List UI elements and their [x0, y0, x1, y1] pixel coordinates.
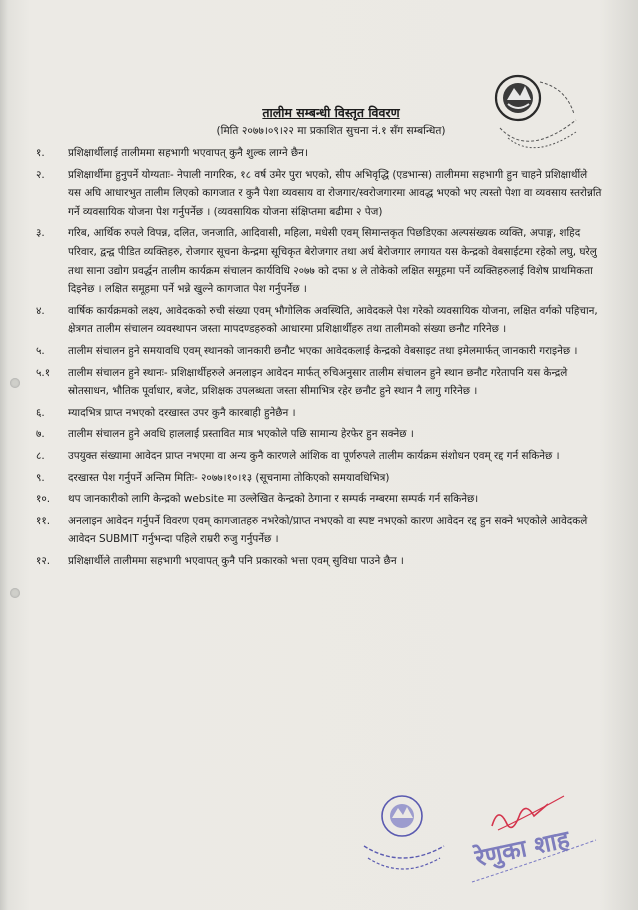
list-item — [36, 342, 602, 361]
item-number: ११. — [36, 514, 51, 527]
notice-document — [36, 104, 602, 573]
item-number: २. — [36, 168, 45, 181]
list-item — [36, 404, 602, 423]
list-item — [36, 447, 602, 466]
item-text: प्रशिक्षार्थीले तालीममा सहभागी भएवापत् कुनै पनि प्रकारको भत्ता एवम् सुविधा पाउने छैन । — [68, 554, 404, 567]
item-number: ९. — [36, 471, 45, 484]
list-item — [36, 469, 602, 488]
item-text: गरिब, आर्थिक रुपले विपन्न, दलित, जनजाति, आदिवासी, महिला, मधेसी एवम् सिमान्तकृत पिछडिएका अल्पसंख्यक व्यक्ति, अपाङ्ग, शहिद परिवार, द्वन्द्व पीडित व्यक्तिहरु, रोजगार सूचना केन्द्रमा सूचिकृत बेरोजगार तथा अर्ध बेरोजगार लगायत यस केन्द्रको वेबसाईटमा रहेको लघु, घरेलु तथा साना उद्योग प्रवर्द्धन तालीम कार्यक्रम संचालन कार्यविधि २०७७ को दफा ४ ले तोकेको लक्षित समूहमा पर्ने व्यक्तिहरुलाई विशेष प्राथमिकता दिइनेछ । लक्षित समूहमा पर्ने भन्ने खुल्ने कागजात पेश गर्नुपर्नेछ । — [68, 227, 597, 296]
item-number: १०. — [36, 493, 51, 506]
item-text: म्यादभित्र प्राप्त नभएको दरखास्त उपर कुनै कारबाही हुनेछैन । — [68, 406, 296, 419]
item-text: थप जानकारीको लागि केन्द्रको website मा उल्लेखित केन्द्रको ठेगाना र सम्पर्क नम्बरमा सम्पर्क गर्न सकिनेछ। — [68, 493, 479, 506]
list-item — [36, 490, 602, 509]
item-number: ३. — [36, 227, 45, 240]
item-number: ८. — [36, 449, 45, 462]
item-number: ६. — [36, 406, 45, 419]
punch-hole-icon — [10, 588, 20, 598]
item-number: ७. — [36, 428, 45, 441]
office-stamp — [358, 790, 448, 882]
punch-hole-icon — [10, 378, 20, 388]
document-subtitle: (मिति २०७७।०९।२२ मा प्रकाशित सुचना नं.१ सँग सम्बन्धित) — [216, 125, 446, 137]
list-item — [36, 144, 602, 163]
item-text: उपयुक्त संख्यामा आवेदन प्राप्त नभएमा वा अन्य कुनै कारणले आंशिक वा पूर्णरुपले तालीम कार्यक्रम संशोधन एवम् रद्द गर्न सकिनेछ । — [68, 449, 560, 462]
item-number: १. — [36, 147, 45, 159]
item-text: तालीम संचालन हुने स्थानः- प्रशिक्षार्थीहरुले अनलाइन आवेदन मार्फत् रुचिअनुसार तालीम संचालन हुने स्थान छनौट गरेतापनि यस केन्द्रले स्रोतसाधन, भौतिक पूर्वाधार, बजेट, प्रशिक्षक उपलब्धता जस्ता सीमाभित्र रहेर छनौट हुने स्थान नै लागु गरिनेछ । — [68, 366, 568, 398]
list-item — [36, 166, 602, 222]
list-item — [36, 552, 602, 571]
list-item — [36, 302, 602, 339]
list-item — [36, 512, 602, 549]
item-text: प्रशिक्षार्थीमा हुनुपर्ने योग्यताः- नेपाली नागरिक, १८ वर्ष उमेर पुरा भएको, सीप अभिवृद्धि (एडभान्स) तालीममा सहभागी हुन चाहने प्रशिक्षार्थीले यस अघि आधारभुत तालीम लिएको कागजात र कुनै पेशा व्यवसाय वा रोजगार/स्वरोजगारमा आवद्ध भएको भए त्यस्तो पेशा वा व्यवसाय स्तरोन्नति गर्ने व्यवसायिक योजना पेश गर्नुपर्नेछ । (व्यवसायिक योजना संक्षिप्तमा बढीमा २ पेज) — [68, 168, 602, 218]
item-text: प्रशिक्षार्थीलाई तालीममा सहभागी भएवापत् कुनै शुल्क लाग्ने छैन। — [68, 147, 308, 159]
item-number: १२. — [36, 554, 51, 567]
signature-name: रेणुका शाह — [472, 825, 572, 873]
list-item — [36, 224, 602, 298]
item-number: ४. — [36, 304, 45, 317]
item-number: ५.१ — [36, 366, 51, 379]
item-number: ५. — [36, 344, 45, 357]
list-item — [36, 364, 602, 401]
list-item — [36, 425, 602, 444]
item-text: वार्षिक कार्यक्रमको लक्ष्य, आवेदकको रुची संख्या एवम् भौगोलिक अवस्थिति, आवेदकले पेश गरेको व्यवसायिक योजना, लक्षित वर्गको पहिचान, क्षेत्रगत तालीम संचालन व्यवस्थापन जस्ता मापदण्डहरुको आधारमा प्रशिक्षार्थीहरु तथा तालीमको संख्या छनौट गरिनेछ । — [68, 304, 598, 336]
item-text: तालीम संचालन हुने समयावधि एवम् स्थानको जानकारी छनौट भएका आवेदकलाई केन्द्रको वेबसाइट तथा इमेलमार्फत् जानकारी गराइनेछ । — [68, 344, 578, 357]
item-text: अनलाइन आवेदन गर्नुपर्ने विवरण एवम् कागजातहरु नभरेको/प्राप्त नभएको वा स्पष्ट नभएको कारण आवेदन रद्द हुन सक्ने भएकोले आवेदकले आवेदन SUBMIT गर्नुभन्दा पहिले राम्ररी रुजु गर्नुपर्नेछ । — [68, 514, 588, 546]
item-text: तालीम संचालन हुने अवधि हाललाई प्रस्तावित मात्र भएकोले पछि सामान्य हेरफेर हुन सक्नेछ । — [68, 428, 414, 441]
document-title: तालीम सम्बन्धी विस्तृत विवरण — [262, 105, 400, 120]
item-text: दरखास्त पेश गर्नुपर्ने अन्तिम मितिः- २०७७।१०।१३ (सूचनामा तोकिएको समयावधिभित्र) — [68, 471, 390, 484]
